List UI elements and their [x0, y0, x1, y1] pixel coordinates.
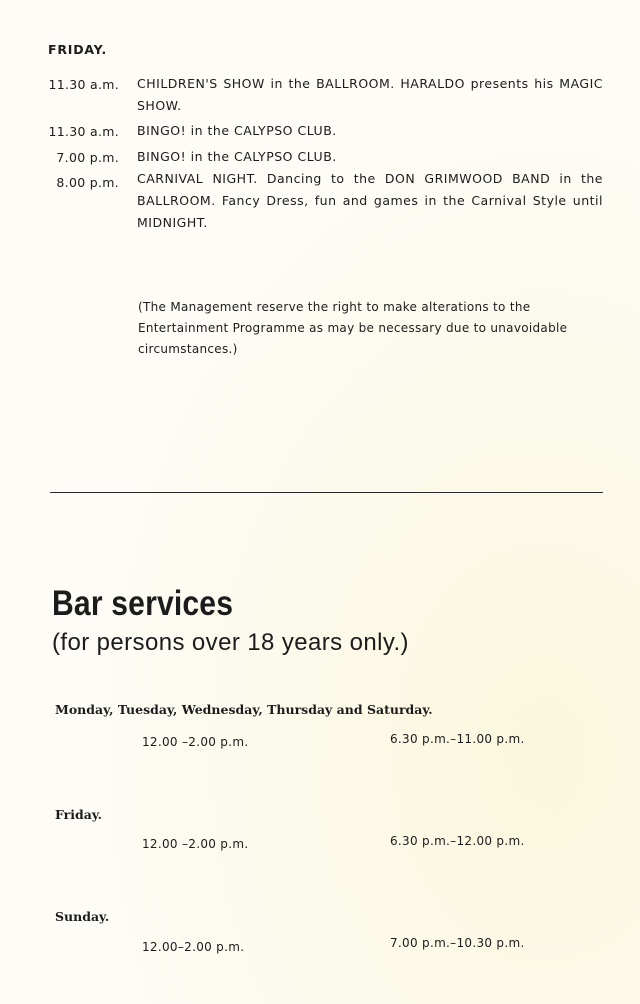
event-time: 11.30 a.m. [48, 124, 119, 139]
event-description: CHILDREN'S SHOW in the BALLROOM. HARALDO presents his MAGIC SHOW. [137, 76, 603, 113]
event-time: 7.00 p.m. [56, 150, 119, 165]
event-time: 11.30 a.m. [48, 77, 119, 92]
bar-services-title: Bar services [52, 584, 234, 623]
event-time: 8.00 p.m. [56, 175, 119, 190]
event-description: BINGO! in the CALYPSO CLUB. [137, 123, 337, 138]
daytime-hours: 12.00 –2.00 p.m. [142, 837, 249, 851]
evening-hours: 6.30 p.m.–11.00 p.m. [390, 732, 525, 746]
bar-services-subtitle: (for persons over 18 years only.) [52, 629, 409, 656]
day-heading: FRIDAY. [48, 42, 107, 57]
daytime-hours: 12.00 –2.00 p.m. [142, 735, 249, 749]
event-description: BINGO! in the CALYPSO CLUB. [137, 149, 337, 164]
evening-hours: 7.00 p.m.–10.30 p.m. [390, 936, 525, 950]
daytime-hours: 12.00–2.00 p.m. [142, 940, 245, 954]
schedule-days-weekdays: Monday, Tuesday, Wednesday, Thursday and Saturday. [55, 702, 433, 717]
evening-hours: 6.30 p.m.–12.00 p.m. [390, 834, 525, 848]
schedule-days-sunday: Sunday. [55, 909, 110, 924]
schedule-days-friday: Friday. [55, 807, 103, 822]
management-note: (The Management reserve the right to make alterations to the Entertainment Programme as may be necessary due to unavoidable circumstances.) [138, 300, 568, 356]
section-divider [50, 492, 603, 493]
event-description: CARNIVAL NIGHT. Dancing to the DON GRIMWOOD BAND in the BALLROOM. Fancy Dress, fun and games in the Carnival Style until MIDNIGHT. [137, 171, 603, 230]
